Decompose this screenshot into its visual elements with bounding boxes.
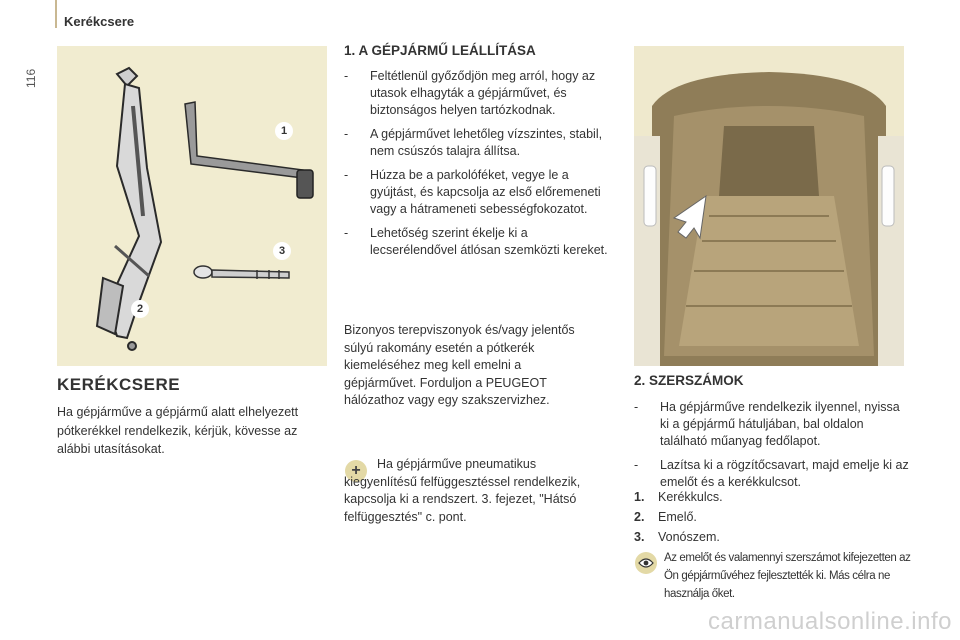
tools-heading: 2. SZERSZÁMOK <box>634 373 744 388</box>
van-cargo-illustration <box>634 46 904 366</box>
tools-illustration <box>57 46 327 366</box>
list-item: - Lehetőség szerint ékelje ki a lecserélendővel átlósan szemközti kereket. <box>344 225 609 259</box>
list-item: - Húzza be a parkolóféket, vegye le a gyújtást, és kapcsolja az első előremeneti vagy a hátrameneti sebességfokozatot. <box>344 167 609 218</box>
pneumatic-note: Ha gépjárműve pneumatikus kiegyenlítésű felfüggesztéssel rendelkezik, kapcsolja ki a rendszert. 3. fejezet, "Hátsó felfüggesztés" c. pont. <box>344 457 581 524</box>
list-item: - Lazítsa ki a rögzítőcsavart, majd emelje ki az emelőt és a kerékkulcsot. <box>634 457 909 491</box>
tools-drawing <box>57 46 327 366</box>
list-item: - Ha gépjárműve rendelkezik ilyennel, nyissa ki a gépjármű hátuljában, bal oldalon található műanyag fedőlapot. <box>634 399 909 450</box>
margin-rule <box>55 0 57 28</box>
tools-legend <box>634 487 723 547</box>
callout-2: 2 <box>131 300 149 318</box>
stop-vehicle-heading: 1. A GÉPJÁRMŰ LEÁLLÍTÁSA <box>344 43 536 58</box>
info-note: Az emelőt és valamennyi szerszámot kifejezetten az Ön gépjárművéhez fejlesztették ki. Más célra ne használja őket. <box>664 552 911 600</box>
eye-icon <box>635 552 657 574</box>
towing-eye-drawing <box>194 266 289 279</box>
list-item: - Feltétlenül győződjön meg arról, hogy az utasok elhagyták a gépjárművet, és biztonságos helyen tartózkodnak. <box>344 68 609 119</box>
legend-item: 2. Emelő. <box>634 510 697 524</box>
legend-item: 3. Vonószem. <box>634 530 720 544</box>
page-number: 116 <box>24 68 38 88</box>
terrain-note: Bizonyos terepviszonyok és/vagy jelentős súlyú rakomány esetén a pótkerék kiemeléséhez meg kell emelni a gépjárművet. Forduljon a PEUGEOT hálózathoz vagy egy szakszervizhez. <box>344 323 575 407</box>
callout-1: 1 <box>275 122 293 140</box>
intro-text: Ha gépjárműve a gépjármű alatt elhelyezett pótkerékkel rendelkezik, kérjük, kövesse az alábbi utasításokat. <box>57 405 299 456</box>
list-item: - A gépjárművet lehetőleg vízszintes, stabil, nem csúszós talajra állítsa. <box>344 126 609 160</box>
plus-icon: + <box>345 460 367 482</box>
tools-steps <box>634 399 909 498</box>
wheel-brace-drawing <box>185 102 313 198</box>
stop-vehicle-steps <box>344 68 609 266</box>
watermark: carmanualsonline.info <box>708 608 952 635</box>
callout-3: 3 <box>273 242 291 260</box>
jack-drawing <box>97 68 161 350</box>
section-title: Kerékcsere <box>64 14 135 29</box>
main-title: KERÉKCSERE <box>57 375 181 394</box>
legend-item: 1. Kerékkulcs. <box>634 490 723 504</box>
van-drawing <box>634 46 904 366</box>
